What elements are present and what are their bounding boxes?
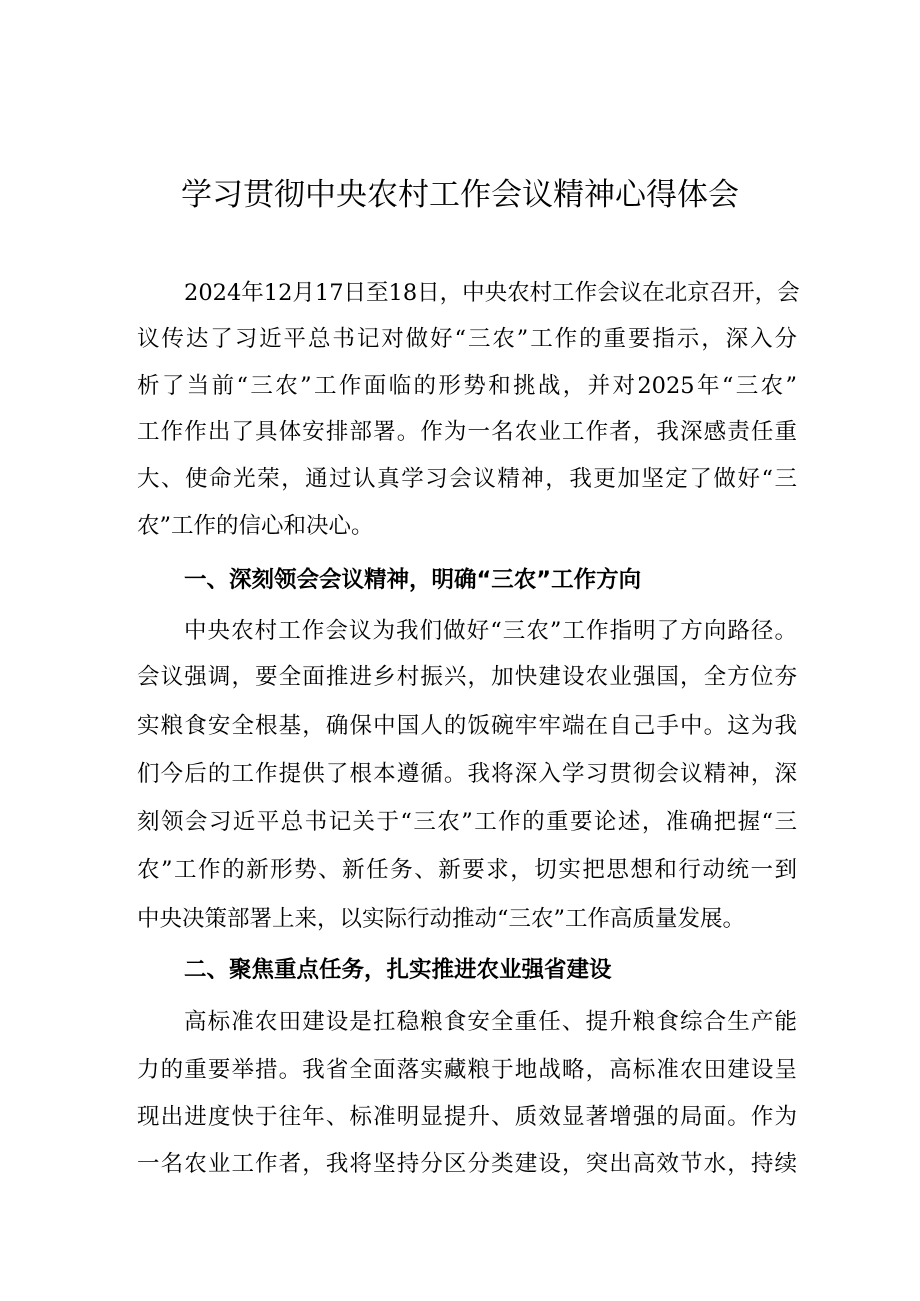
paragraph-2-line: 中央农村工作会议为我们做好“三农”工作指明了方向路径。: [184, 618, 797, 644]
paragraph-1-line: 工作作出了具体安排部署。作为一名农业工作者，我深感责任重: [137, 419, 797, 445]
section-heading-1: 一、深刻领会会议精神，明确“三农”工作方向: [184, 567, 642, 593]
paragraph-3-line: 现出进度快于往年、标准明显提升、质效显著增强的局面。作为: [137, 1104, 797, 1130]
paragraph-1-line: 议传达了习近平总书记对做好“三农”工作的重要指示，深入分: [137, 326, 797, 352]
paragraph-2-line: 农”工作的新形势、新任务、新要求，切实把思想和行动统一到: [137, 857, 797, 883]
section-heading-2: 二、聚焦重点任务，扎实推进农业强省建设: [184, 957, 612, 983]
paragraph-3-line: 力的重要举措。我省全面落实藏粮于地战略，高标准农田建设呈: [137, 1057, 797, 1083]
paragraph-1-line: 农”工作的信心和决心。: [137, 513, 374, 539]
paragraph-2-line: 们今后的工作提供了根本遵循。我将深入学习贯彻会议精神，深: [137, 761, 797, 787]
paragraph-1-line: 析了当前“三农”工作面临的形势和挑战，并对2025年“三农”: [137, 373, 797, 399]
paragraph-3-line: 高标准农田建设是扛稳粮食安全重任、提升粮食综合生产能: [184, 1009, 797, 1035]
paragraph-2-line: 刻领会习近平总书记关于“三农”工作的重要论述，准确把握“三: [137, 809, 797, 835]
paragraph-3-line: 一名农业工作者，我将坚持分区分类建设，突出高效节水，持续: [137, 1151, 797, 1177]
paragraph-2-line: 中央决策部署上来，以实际行动推动“三农”工作高质量发展。: [137, 906, 746, 932]
document-title: 学习贯彻中央农村工作会议精神心得体会: [181, 177, 739, 213]
paragraph-2-line: 会议强调，要全面推进乡村振兴，加快建设农业强国，全方位夯: [137, 664, 797, 690]
paragraph-1-line: 2024年12月17日至18日，中央农村工作会议在北京召开，会: [184, 280, 800, 306]
paragraph-2-line: 实粮食安全根基，确保中国人的饭碗牢牢端在自己手中。这为我: [137, 713, 797, 739]
paragraph-1-line: 大、使命光荣，通过认真学习会议精神，我更加坚定了做好“三: [137, 466, 797, 492]
